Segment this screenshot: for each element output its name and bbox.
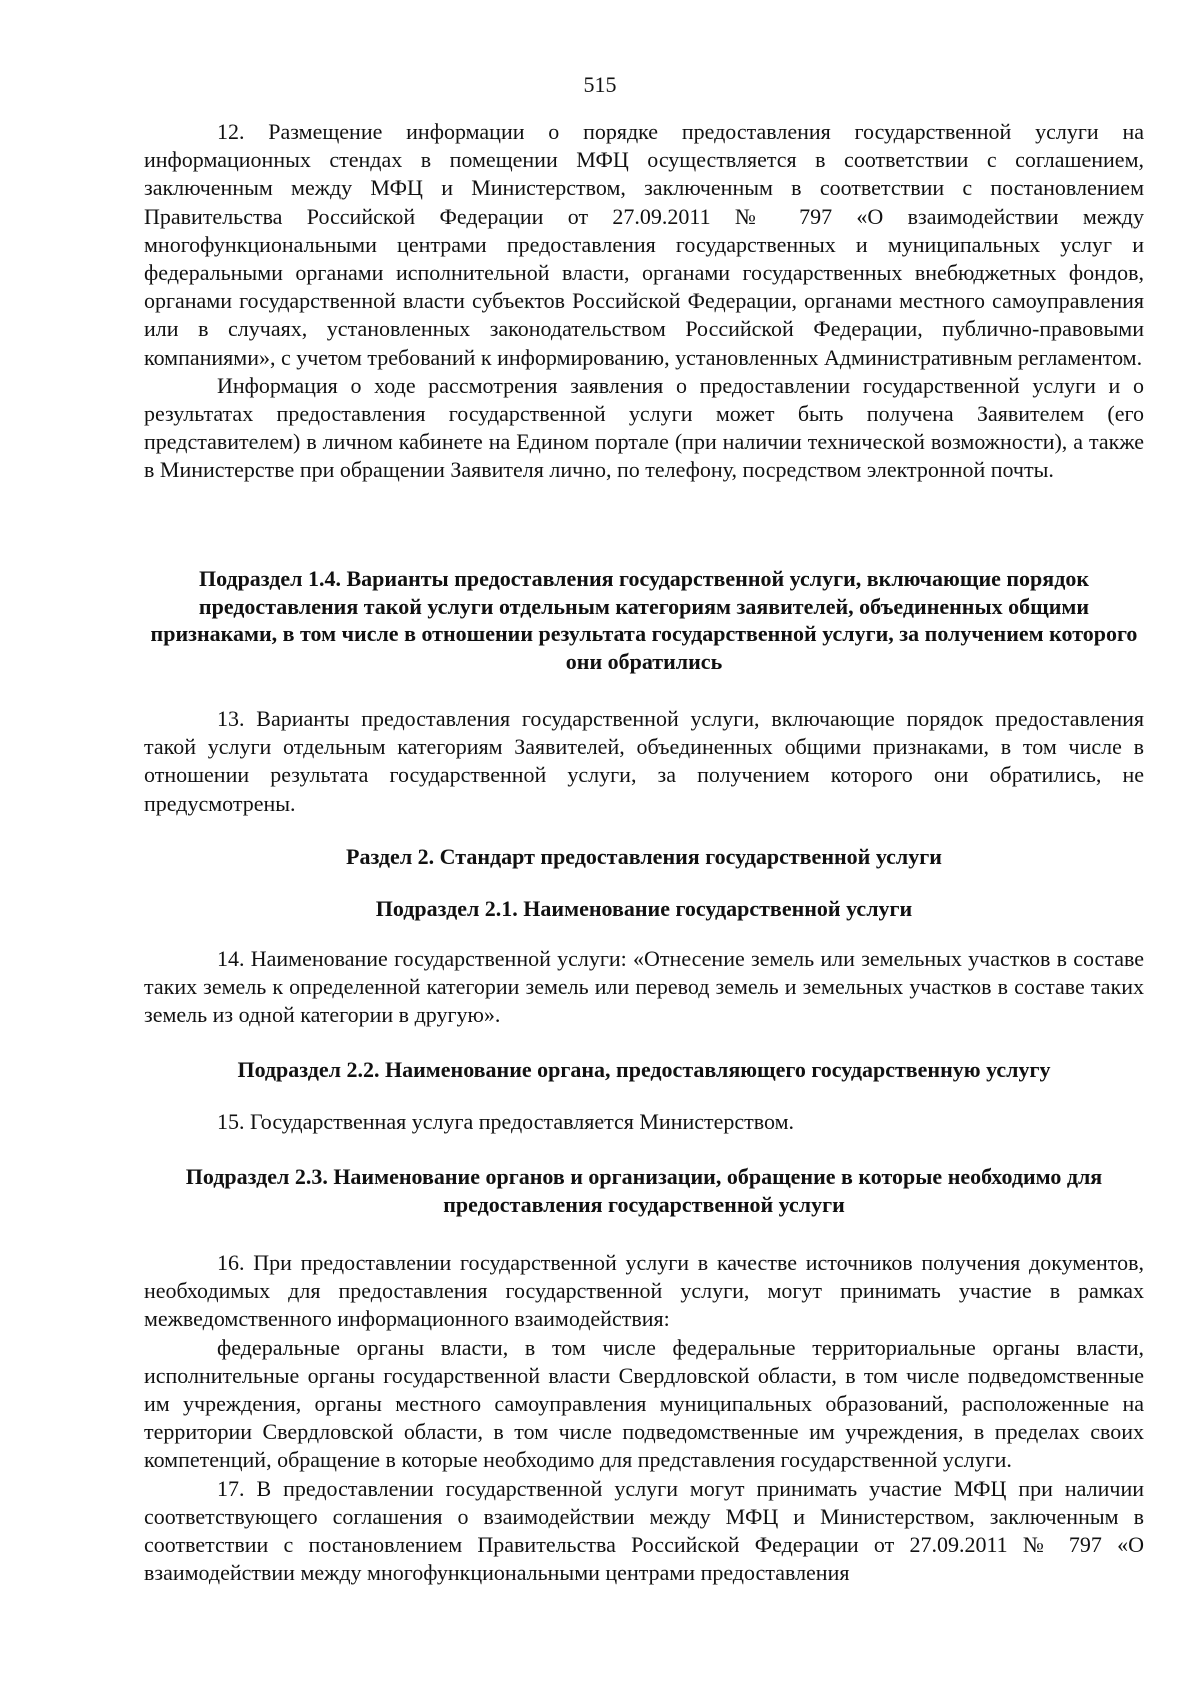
paragraph-16: 16. При предоставлении государственной услуги в качестве источников получения документов, необходимых для предоставления государственной услуги, могут принимать участие в рамках межведомственного информационного взаимодействия: xyxy=(144,1250,1144,1332)
section-informing-block xyxy=(144,118,1144,485)
paragraph-16-bodies: федеральные органы власти, в том числе федеральные территориальные органы власти, исполнительные органы государственной власти Свердловской области, в том числе подведомственные им учреждения, органы местного самоуправления муниципальных образований, расположенные на территории Свердловской области, в том числе подведомственные им учреждения, в пределах своих компетенций, обращение в которые необходимо для представления государственной услуги. xyxy=(144,1334,1144,1473)
subsection-2-3-heading: Подраздел 2.3. Наименование органов и организации, обращение в которые необходимо для предоставления государственной услуги xyxy=(185,1164,1103,1217)
section-variants-block xyxy=(144,705,1144,818)
page-number: 515 xyxy=(583,72,617,97)
subsection-2-2-heading: Подраздел 2.2. Наименование органа, предоставляющего государственную услугу xyxy=(237,1057,1051,1082)
subsection-1-4-heading: Подраздел 1.4. Варианты предоставления государственной услуги, включающие порядок предоставления такой услуги отдельным категориям заявителей, объединенных общими признаками, в том числе в отношении результата государственной услуги, за получением которого они обратились xyxy=(150,566,1138,674)
subsection-2-2-heading-block xyxy=(144,1056,1144,1084)
paragraph-12-status-info: Информация о ходе рассмотрения заявления о предоставлении государственной услуги и о результатах предоставления государственной услуги может быть получена Заявителем (его представителем) в личном кабинете на Едином портале (при наличии технической возможности), а также в Министерстве при обращении Заявителя лично, по телефону, посредством электронной почты. xyxy=(144,372,1144,483)
subsection-1-4-heading-block xyxy=(144,565,1144,675)
subsection-2-3-heading-block xyxy=(144,1163,1144,1218)
paragraph-15: 15. Государственная услуга предоставляется Министерством. xyxy=(217,1109,795,1134)
section-organizations-block xyxy=(144,1249,1144,1587)
subsection-2-1-heading-block xyxy=(144,895,1144,923)
paragraph-17: 17. В предоставлении государственной услуги могут принимать участие МФЦ при наличии соответствующего соглашения о взаимодействии между МФЦ и Министерством, заключенным в соответствии с постановлением Правительства Российской Федерации от 27.09.2011 № 797 «О взаимодействии между многофункциональными центрами предоставления xyxy=(144,1475,1144,1586)
section-service-name-block xyxy=(144,945,1144,1030)
paragraph-13: 13. Варианты предоставления государственной услуги, включающие порядок предоставления такой услуги отдельным категориям Заявителей, объединенных общими признаками, в том числе в отношении результата государственной услуги, за получением которого они обратились, не предусмотрены. xyxy=(144,706,1144,816)
section-authority-block xyxy=(144,1108,1144,1136)
paragraph-14: 14. Наименование государственной услуги: «Отнесение земель или земельных участков в составе таких земель к определенной категории земель или перевод земель и земельных участков в составе таких земель из одной категории в другую». xyxy=(144,946,1144,1028)
section-2-heading-block xyxy=(144,843,1144,871)
section-2-heading: Раздел 2. Стандарт предоставления государственной услуги xyxy=(346,844,942,869)
subsection-2-1-heading: Подраздел 2.1. Наименование государственной услуги xyxy=(375,896,913,921)
paragraph-12: 12. Размещение информации о порядке предоставления государственной услуги на информационных стендах в помещении МФЦ осуществляется в соответствии с соглашением, заключенным между МФЦ и Министерством, заключенным в соответствии с постановлением Правительства Российской Федерации от 27.09.2011 № 797 «О взаимодействии между многофункциональными центрами предоставления государственных и муниципальных услуг и федеральными органами исполнительной власти, органами государственных внебюджетных фондов, органами государственной власти субъектов Российской Федерации, органами местного самоуправления или в случаях, установленных законодательством Российской Федерации, публично-правовыми компаниями», с учетом требований к информированию, установленных Административным регламентом. xyxy=(144,119,1144,370)
